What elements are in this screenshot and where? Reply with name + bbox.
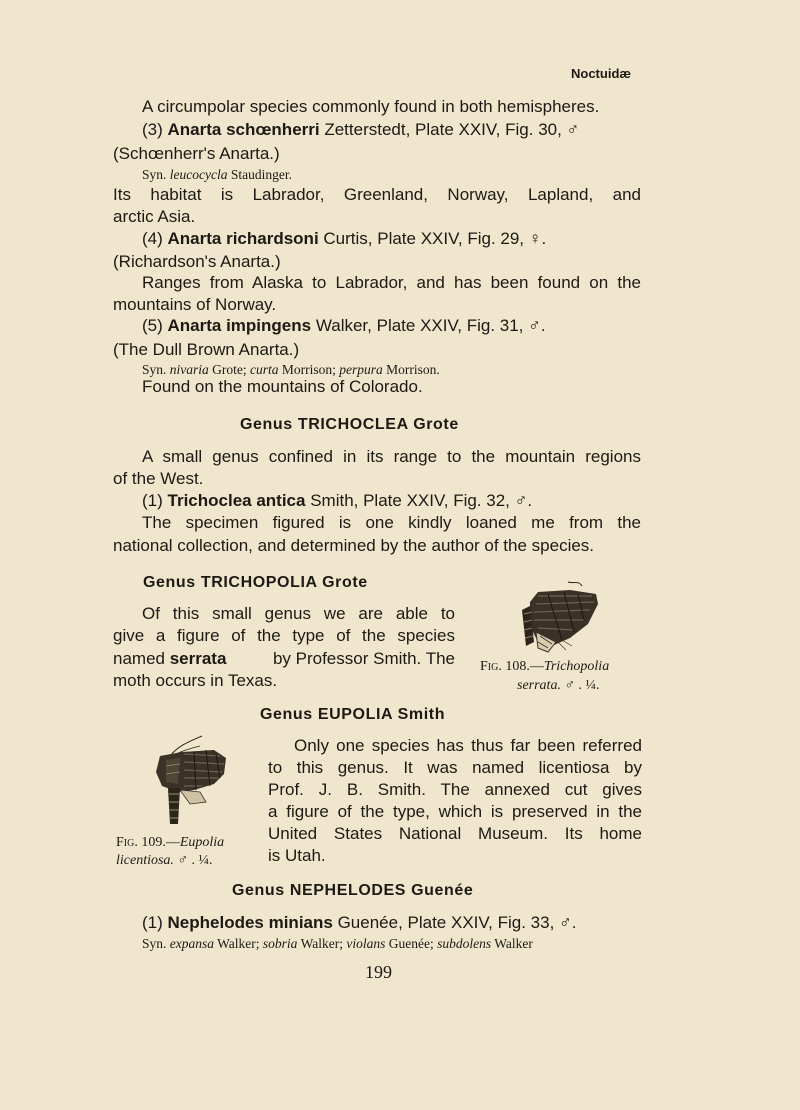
species-4-heading (142, 228, 546, 250)
species-name: Anarta schœnherri (167, 120, 320, 139)
species-number: (3) (142, 120, 163, 139)
eupolia-text-line6: is Utah. (268, 846, 326, 865)
species-5-common-name: (The Dull Brown Anarta.) (113, 340, 300, 359)
synonym-author: Staudinger. (227, 167, 292, 182)
syn-label: Syn. (142, 362, 167, 377)
figure-109-caption-line2 (116, 852, 212, 870)
figure-108-caption-line1 (480, 658, 609, 676)
synonym-author: Morrison; (278, 362, 340, 377)
species-reference: Curtis, Plate XXIV, Fig. 29, ♀. (318, 229, 547, 248)
species-3-common-name: (Schœnherr's Anarta.) (113, 144, 280, 163)
synonym-name: perpura (339, 362, 383, 377)
syn-label: Syn. (142, 167, 167, 182)
species-name: serrata (169, 649, 227, 668)
species-number: (5) (142, 316, 163, 335)
synonym-name: nivaria (169, 362, 209, 377)
genus-word: Genus (240, 416, 293, 433)
genus-word: Genus (232, 882, 285, 899)
eupolia-text-line1: Only one species has thus far been referred (294, 736, 642, 755)
species-reference: Guenée, Plate XXIV, Fig. 33, ♂. (332, 913, 577, 932)
genus-name: NEPHELODES (284, 882, 412, 899)
species-3-synonyms (142, 166, 292, 184)
genus-nephelodes-heading (232, 882, 473, 900)
synonym-author: Grote; (208, 362, 251, 377)
trichopolia-text-line4: moth occurs in Texas. (113, 671, 278, 690)
species-number: (1) (142, 913, 163, 932)
species-4-range-line2: mountains of Norway. (113, 295, 277, 314)
species-reference: Walker, Plate XXIV, Fig. 31, ♂. (311, 316, 546, 335)
genus-name: EUPOLIA (312, 706, 398, 723)
species-3-habitat-line1: Its habitat is Labrador, Greenland, Norway, Lapland, and (113, 185, 641, 204)
fig-species: licentiosa. (116, 853, 174, 868)
figure-109-caption-line1 (116, 834, 224, 852)
nephelodes-species-heading (142, 912, 577, 934)
fig-species: serrata. (517, 678, 561, 693)
species-number: (4) (142, 229, 163, 248)
species-number: (1) (142, 491, 163, 510)
syn-label: Syn. (142, 936, 167, 951)
species-5-found: Found on the mountains of Colorado. (142, 377, 423, 396)
fig-number: 109.— (137, 835, 180, 850)
moth-eupolia-illustration (140, 732, 232, 828)
synonym-name: curta (250, 362, 279, 377)
synonym-name: violans (346, 936, 386, 951)
trichopolia-text-line2: give a figure of the type of the species (113, 626, 455, 645)
species-4-common-name: (Richardson's Anarta.) (113, 252, 281, 271)
fig-label: Fig. (116, 835, 138, 850)
genus-author: Guenée (411, 882, 474, 899)
species-4-range-line1: Ranges from Alaska to Labrador, and has been found on the (142, 273, 641, 292)
synonym-author: Morrison. (382, 362, 440, 377)
trichoclea-desc-line2: of the West. (113, 469, 204, 488)
eupolia-text-line4: a figure of the type, which is preserved in the (268, 802, 642, 821)
eupolia-text-line3: Prof. J. B. Smith. The annexed cut gives (268, 780, 642, 799)
species-name: Anarta richardsoni (167, 229, 319, 248)
trichopolia-text-line1: Of this small genus we are able to (142, 604, 455, 623)
species-name: Anarta impingens (167, 316, 312, 335)
fig-species: Trichopolia (543, 659, 610, 674)
species-reference: Zetterstedt, Plate XXIV, Fig. 30, ♂ (319, 120, 580, 139)
text: named (113, 649, 170, 668)
synonym-name: subdolens (437, 936, 492, 951)
fig-label: Fig. (480, 659, 502, 674)
fig-scale: ♂ . ¼. (560, 678, 600, 693)
genus-trichopolia-heading (143, 574, 368, 592)
trichoclea-species-heading (142, 490, 532, 512)
genus-author: Grote (322, 574, 368, 591)
genus-name: TRICHOPOLIA (195, 574, 323, 591)
genus-author: Smith (397, 706, 446, 723)
trichoclea-note-line2: national collection, and determined by the author of the species. (113, 536, 595, 555)
synonym-name: sobria (262, 936, 298, 951)
moth-trichopolia-illustration (508, 580, 600, 660)
running-header: Noctuidæ (571, 66, 631, 81)
species-3-heading (142, 119, 579, 141)
genus-trichoclea-heading (240, 416, 459, 434)
figure-108-caption-line2 (517, 677, 599, 695)
species-name: Nephelodes minians (167, 913, 333, 932)
synonym-author: Walker; (297, 936, 347, 951)
species-reference: Smith, Plate XXIV, Fig. 32, ♂. (305, 491, 533, 510)
fig-scale: ♂ . ¼. (173, 853, 213, 868)
genus-author: Grote (413, 416, 459, 433)
synonym-author: Walker; (214, 936, 263, 951)
synonym-name: leucocycla (169, 167, 228, 182)
eupolia-text-line5: United States National Museum. Its home (268, 824, 642, 843)
synonym-author: Guenée; (385, 936, 438, 951)
text: by Professor Smith. The (272, 649, 455, 668)
eupolia-text-line2: to this genus. It was named licentiosa by (268, 758, 642, 777)
page-number: 199 (365, 962, 392, 982)
genus-name: TRICHOCLEA (292, 416, 414, 433)
trichoclea-desc-line1: A small genus confined in its range to the mountain regions (142, 447, 641, 466)
species-3-habitat-line2: arctic Asia. (113, 207, 196, 226)
synonym-author: Walker (491, 936, 533, 951)
trichoclea-note-line1: The specimen figured is one kindly loaned me from the (142, 513, 641, 532)
species-3-intro: A circumpolar species commonly found in both hemispheres. (142, 97, 600, 116)
species-5-heading (142, 315, 546, 337)
synonym-name: expansa (169, 936, 215, 951)
genus-word: Genus (143, 574, 196, 591)
genus-eupolia-heading (260, 706, 445, 724)
trichopolia-text-line3 (113, 648, 455, 670)
fig-number: 108.— (501, 659, 544, 674)
fig-species: Eupolia (179, 835, 225, 850)
nephelodes-synonyms (142, 935, 533, 953)
genus-word: Genus (260, 706, 313, 723)
species-name: Trichoclea antica (167, 491, 306, 510)
